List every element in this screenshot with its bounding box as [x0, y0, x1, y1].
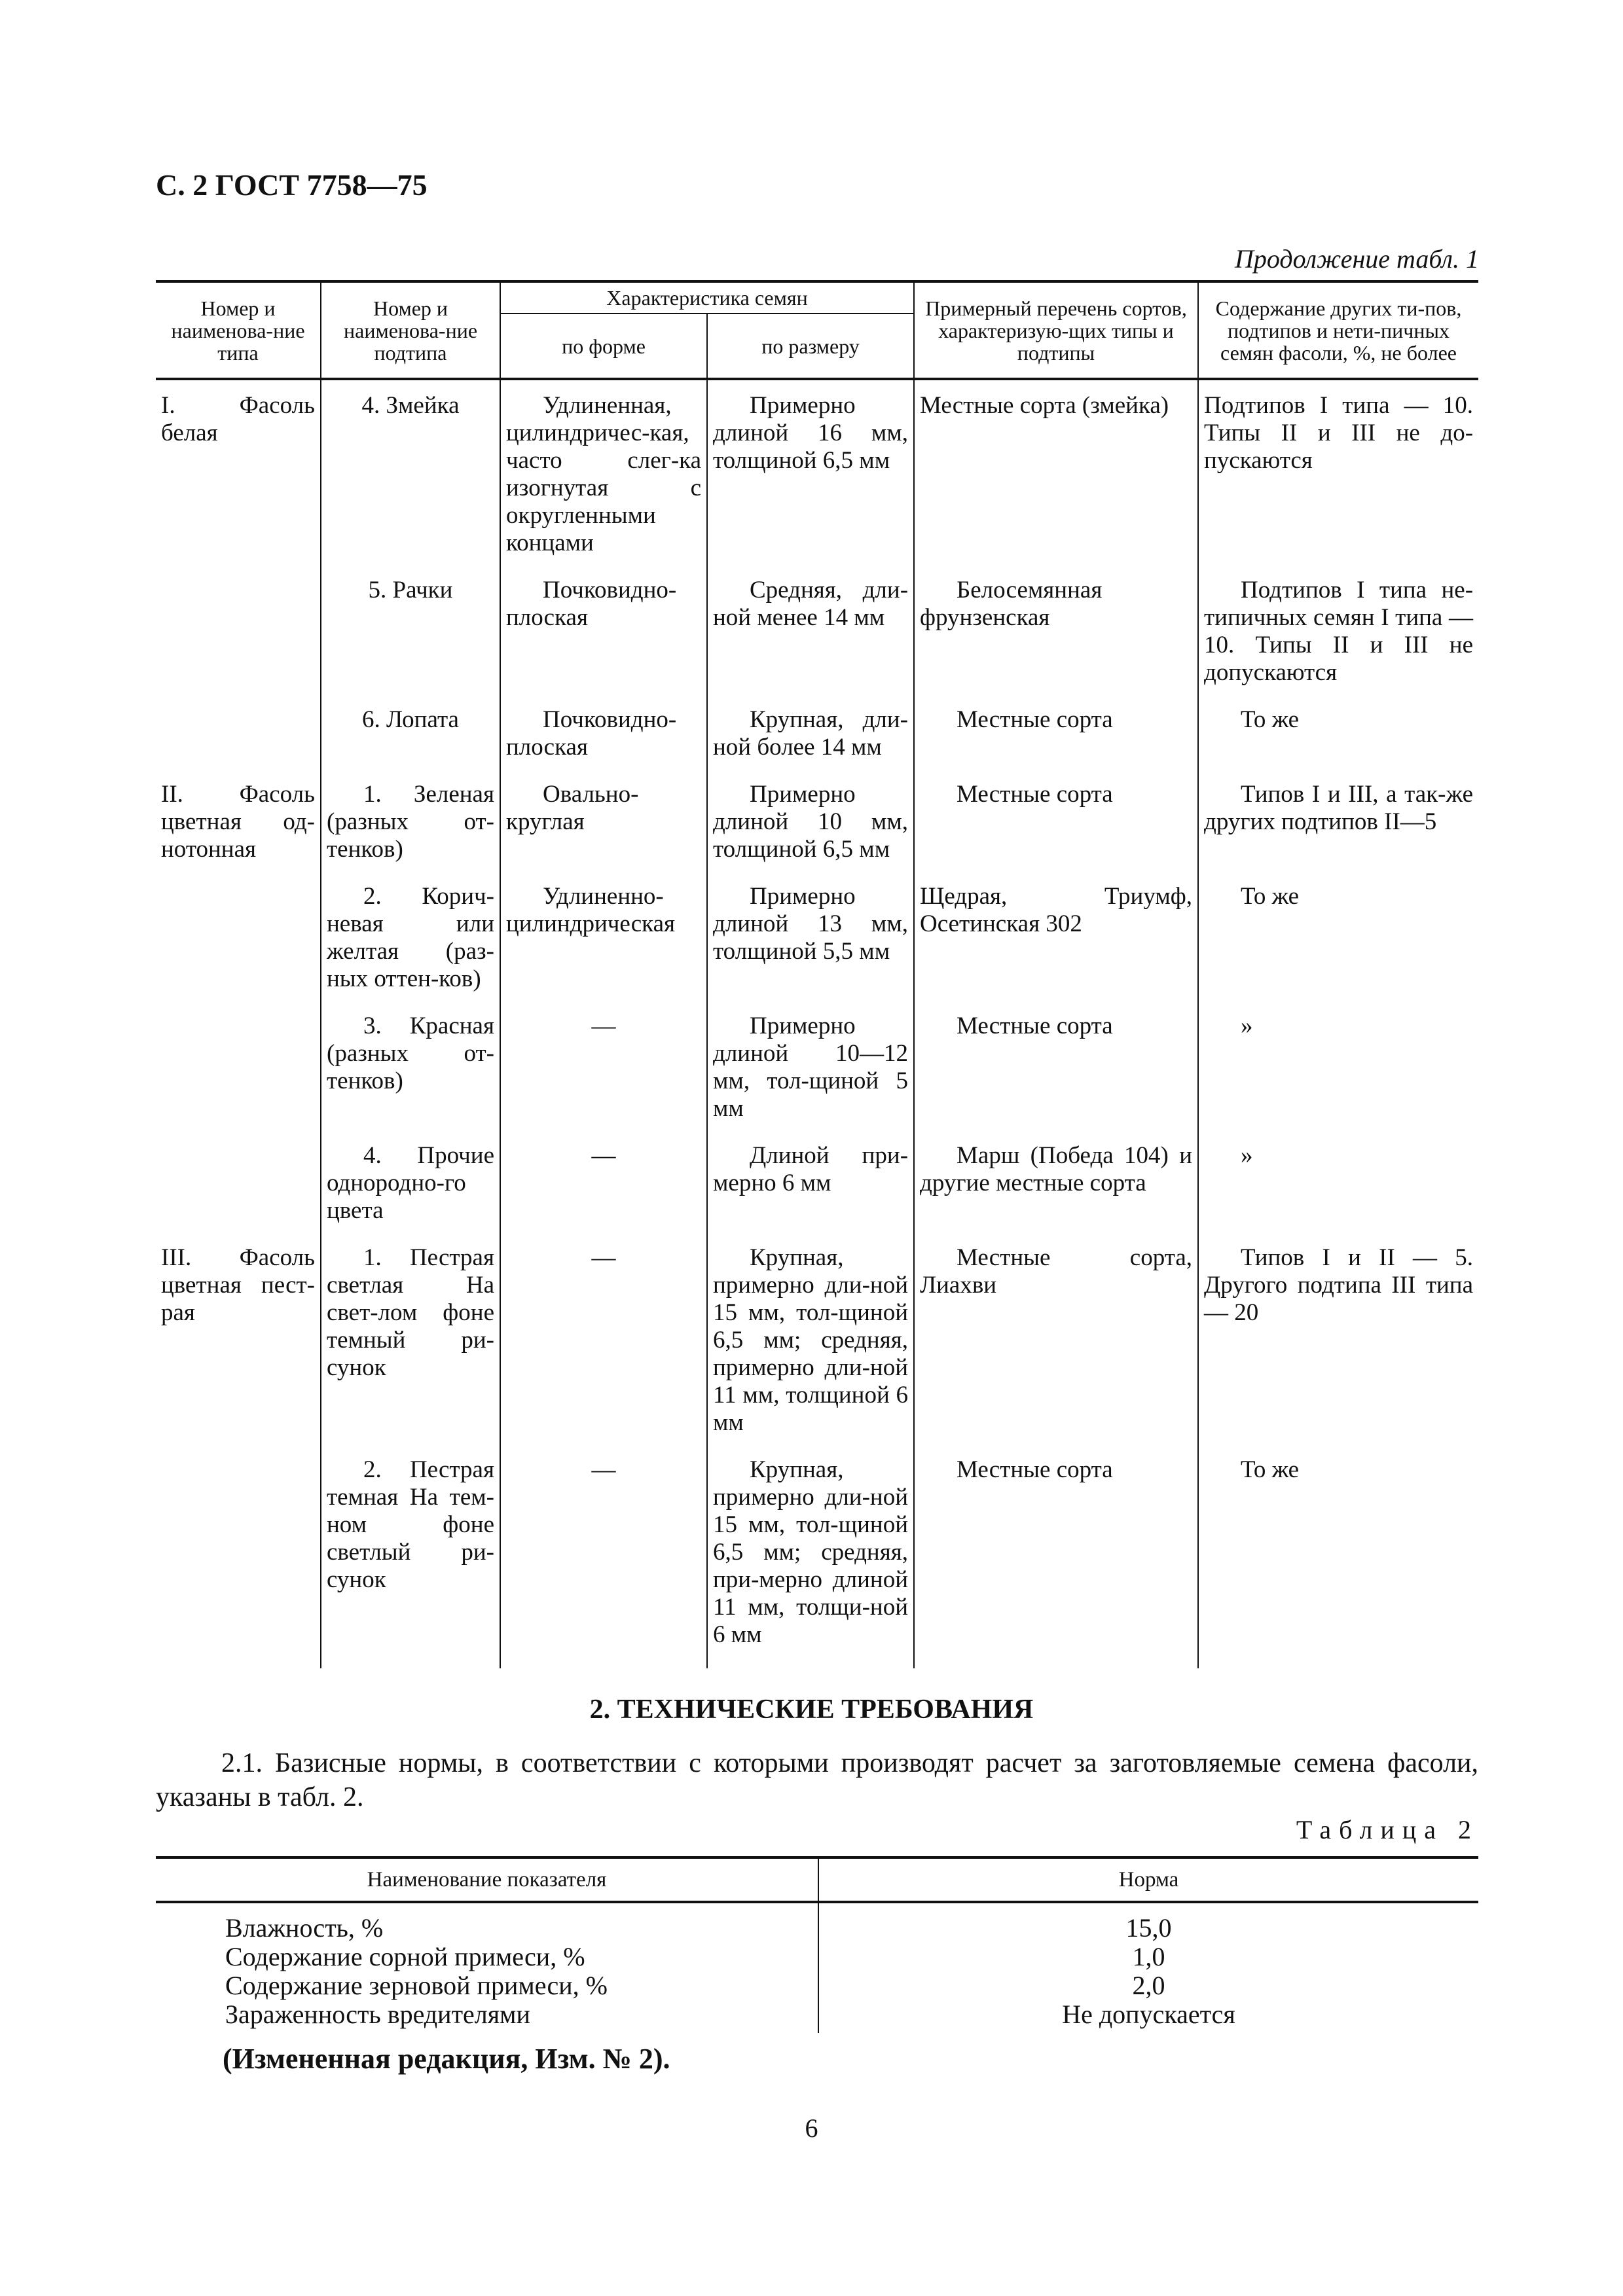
cell-subtype: 3. Красная (разных от-тенков)	[321, 1013, 500, 1142]
cell-other: Типов I и II — 5. Другого подтипа III типа — 20	[1198, 1244, 1478, 1456]
cell-size: Примерно длиной 10 мм, толщиной 6,5 мм	[707, 781, 914, 883]
page-number: 6	[805, 2113, 818, 2143]
cell-varieties: Марш (Победа 104) и другие местные сорта	[914, 1142, 1198, 1244]
cell-varieties: Местные сорта	[914, 781, 1198, 883]
cell-norm: 2,0	[818, 1971, 1478, 2000]
cell-type	[156, 577, 321, 706]
cell-varieties: Местные сорта	[914, 1013, 1198, 1142]
cell-varieties: Щедрая, Триумф, Осетинская 302	[914, 883, 1198, 1013]
cell-subtype: 6. Лопата	[321, 706, 500, 781]
cell-size: Средняя, дли-ной менее 14 мм	[707, 577, 914, 706]
cell-other: То же	[1198, 1456, 1478, 1668]
table2-caption: Таблица 2	[1296, 1815, 1479, 1844]
table-row	[156, 1013, 1478, 1142]
cell-shape: —	[500, 1456, 707, 1668]
cell-type: I. Фасоль белая	[161, 392, 315, 446]
table-row	[156, 1456, 1478, 1668]
table-row	[156, 2000, 1478, 2033]
cell-size: Длиной при-мерно 6 мм	[707, 1142, 914, 1244]
cell-size: Крупная, дли-ной более 14 мм	[707, 706, 914, 781]
cell-type	[156, 1013, 321, 1142]
cell-other: Типов I и III, а так-же других подтипов II—5	[1198, 781, 1478, 883]
cell-indicator: Зараженность вредителями	[225, 2000, 530, 2029]
header-by-shape: по форме	[500, 314, 707, 379]
cell-shape: —	[500, 1013, 707, 1142]
cell-shape: Овально-круглая	[500, 781, 707, 883]
basic-norms-table	[156, 1856, 1478, 2033]
table-row	[156, 781, 1478, 883]
cell-type	[156, 706, 321, 781]
cell-subtype: 5. Рачки	[321, 577, 500, 706]
cell-subtype: 1. Зеленая (разных от-тенков)	[321, 781, 500, 883]
cell-other: »	[1198, 1142, 1478, 1244]
cell-norm: Не допускается	[818, 2000, 1478, 2033]
cell-type: III. Фасоль цветная пест-рая	[161, 1244, 315, 1326]
cell-type: II. Фасоль цветная од-нотонная	[161, 781, 315, 863]
seed-types-table	[156, 280, 1478, 1668]
header-type: Номер и наименова-ние типа	[156, 281, 321, 379]
cell-shape: Почковидно-плоская	[500, 706, 707, 781]
cell-subtype: 2. Пестрая темная На тем-ном фоне светлый ри-сунок	[321, 1456, 500, 1668]
cell-shape: Удлиненная, цилиндричес-кая, часто слег-ка изогнутая с округленными концами	[500, 379, 707, 577]
cell-size: Крупная, примерно дли-ной 15 мм, тол-щиной 6,5 мм; средняя, при-мерно длиной 11 мм, толщи-ной 6 мм	[707, 1456, 914, 1668]
amendment-note: (Измененная редакция, Изм. № 2).	[223, 2043, 670, 2075]
table-row	[156, 1971, 1478, 2000]
cell-type	[156, 1456, 321, 1668]
section-paragraph: 2.1. Базисные нормы, в соответствии с которыми производят расчет за заготовляемые семена фасоли, указаны в табл. 2.	[156, 1748, 1478, 1812]
table-continuation-label: Продолжение табл. 1	[1234, 244, 1479, 274]
table-row	[156, 577, 1478, 706]
cell-shape: Удлиненно-цилиндрическая	[500, 883, 707, 1013]
cell-subtype: 1. Пестрая светлая На свет-лом фоне темный ри-сунок	[321, 1244, 500, 1456]
table-row	[156, 1244, 1478, 1456]
cell-varieties: Местные сорта	[914, 1456, 1198, 1668]
header-indicator: Наименование показателя	[156, 1857, 818, 1902]
cell-norm: 1,0	[818, 1943, 1478, 1971]
cell-indicator: Содержание сорной примеси, %	[225, 1942, 585, 1971]
cell-type	[156, 1142, 321, 1244]
cell-other: То же	[1198, 883, 1478, 1013]
table-row	[156, 379, 1478, 577]
cell-shape: —	[500, 1142, 707, 1244]
cell-shape: Почковидно-плоская	[500, 577, 707, 706]
cell-other: То же	[1198, 706, 1478, 781]
document-header: С. 2 ГОСТ 7758—75	[156, 168, 428, 202]
cell-norm: 15,0	[818, 1902, 1478, 1943]
header-norm: Норма	[818, 1857, 1478, 1902]
header-varieties: Примерный перечень сортов, характеризую-щих типы и подтипы	[914, 281, 1198, 379]
table-row	[156, 1943, 1478, 1971]
cell-type	[156, 883, 321, 1013]
cell-subtype: 4. Змейка	[321, 379, 500, 577]
table-row	[156, 706, 1478, 781]
cell-varieties: Местные сорта, Лиахви	[914, 1244, 1198, 1456]
table-row	[156, 1142, 1478, 1244]
header-seed-characteristics: Характеристика семян	[500, 281, 914, 314]
cell-subtype: 2. Корич-невая или желтая (раз-ных оттен-ков)	[321, 883, 500, 1013]
cell-other: Подтипов I типа — 10. Типы II и III не до-пускаются	[1198, 379, 1478, 577]
table-row	[156, 1902, 1478, 1943]
cell-subtype: 4. Прочие однородно-го цвета	[321, 1142, 500, 1244]
section-title: 2. ТЕХНИЧЕСКИЕ ТРЕБОВАНИЯ	[589, 1695, 1034, 1725]
table-row	[156, 883, 1478, 1013]
cell-size: Примерно длиной 13 мм, толщиной 5,5 мм	[707, 883, 914, 1013]
cell-other: »	[1198, 1013, 1478, 1142]
header-other-content: Содержание других ти-пов, подтипов и нети-пичных семян фасоли, %, не более	[1198, 281, 1478, 379]
cell-other: Подтипов I типа не-типичных семян I типа — 10. Типы II и III не допускаются	[1198, 577, 1478, 706]
cell-indicator: Содержание зерновой примеси, %	[225, 1971, 608, 2000]
cell-varieties: Белосемянная фрунзенская	[914, 577, 1198, 706]
header-by-size: по размеру	[707, 314, 914, 379]
cell-shape: —	[500, 1244, 707, 1456]
cell-varieties: Местные сорта	[914, 706, 1198, 781]
cell-indicator: Влажность, %	[225, 1913, 384, 1943]
cell-size: Крупная, примерно дли-ной 15 мм, тол-щиной 6,5 мм; средняя, примерно дли-ной 11 мм, толщиной 6 мм	[707, 1244, 914, 1456]
cell-varieties: Местные сорта (змейка)	[914, 379, 1198, 577]
cell-size: Примерно длиной 10—12 мм, тол-щиной 5 мм	[707, 1013, 914, 1142]
cell-size: Примерно длиной 16 мм, толщиной 6,5 мм	[707, 379, 914, 577]
header-subtype: Номер и наименова-ние подтипа	[321, 281, 500, 379]
